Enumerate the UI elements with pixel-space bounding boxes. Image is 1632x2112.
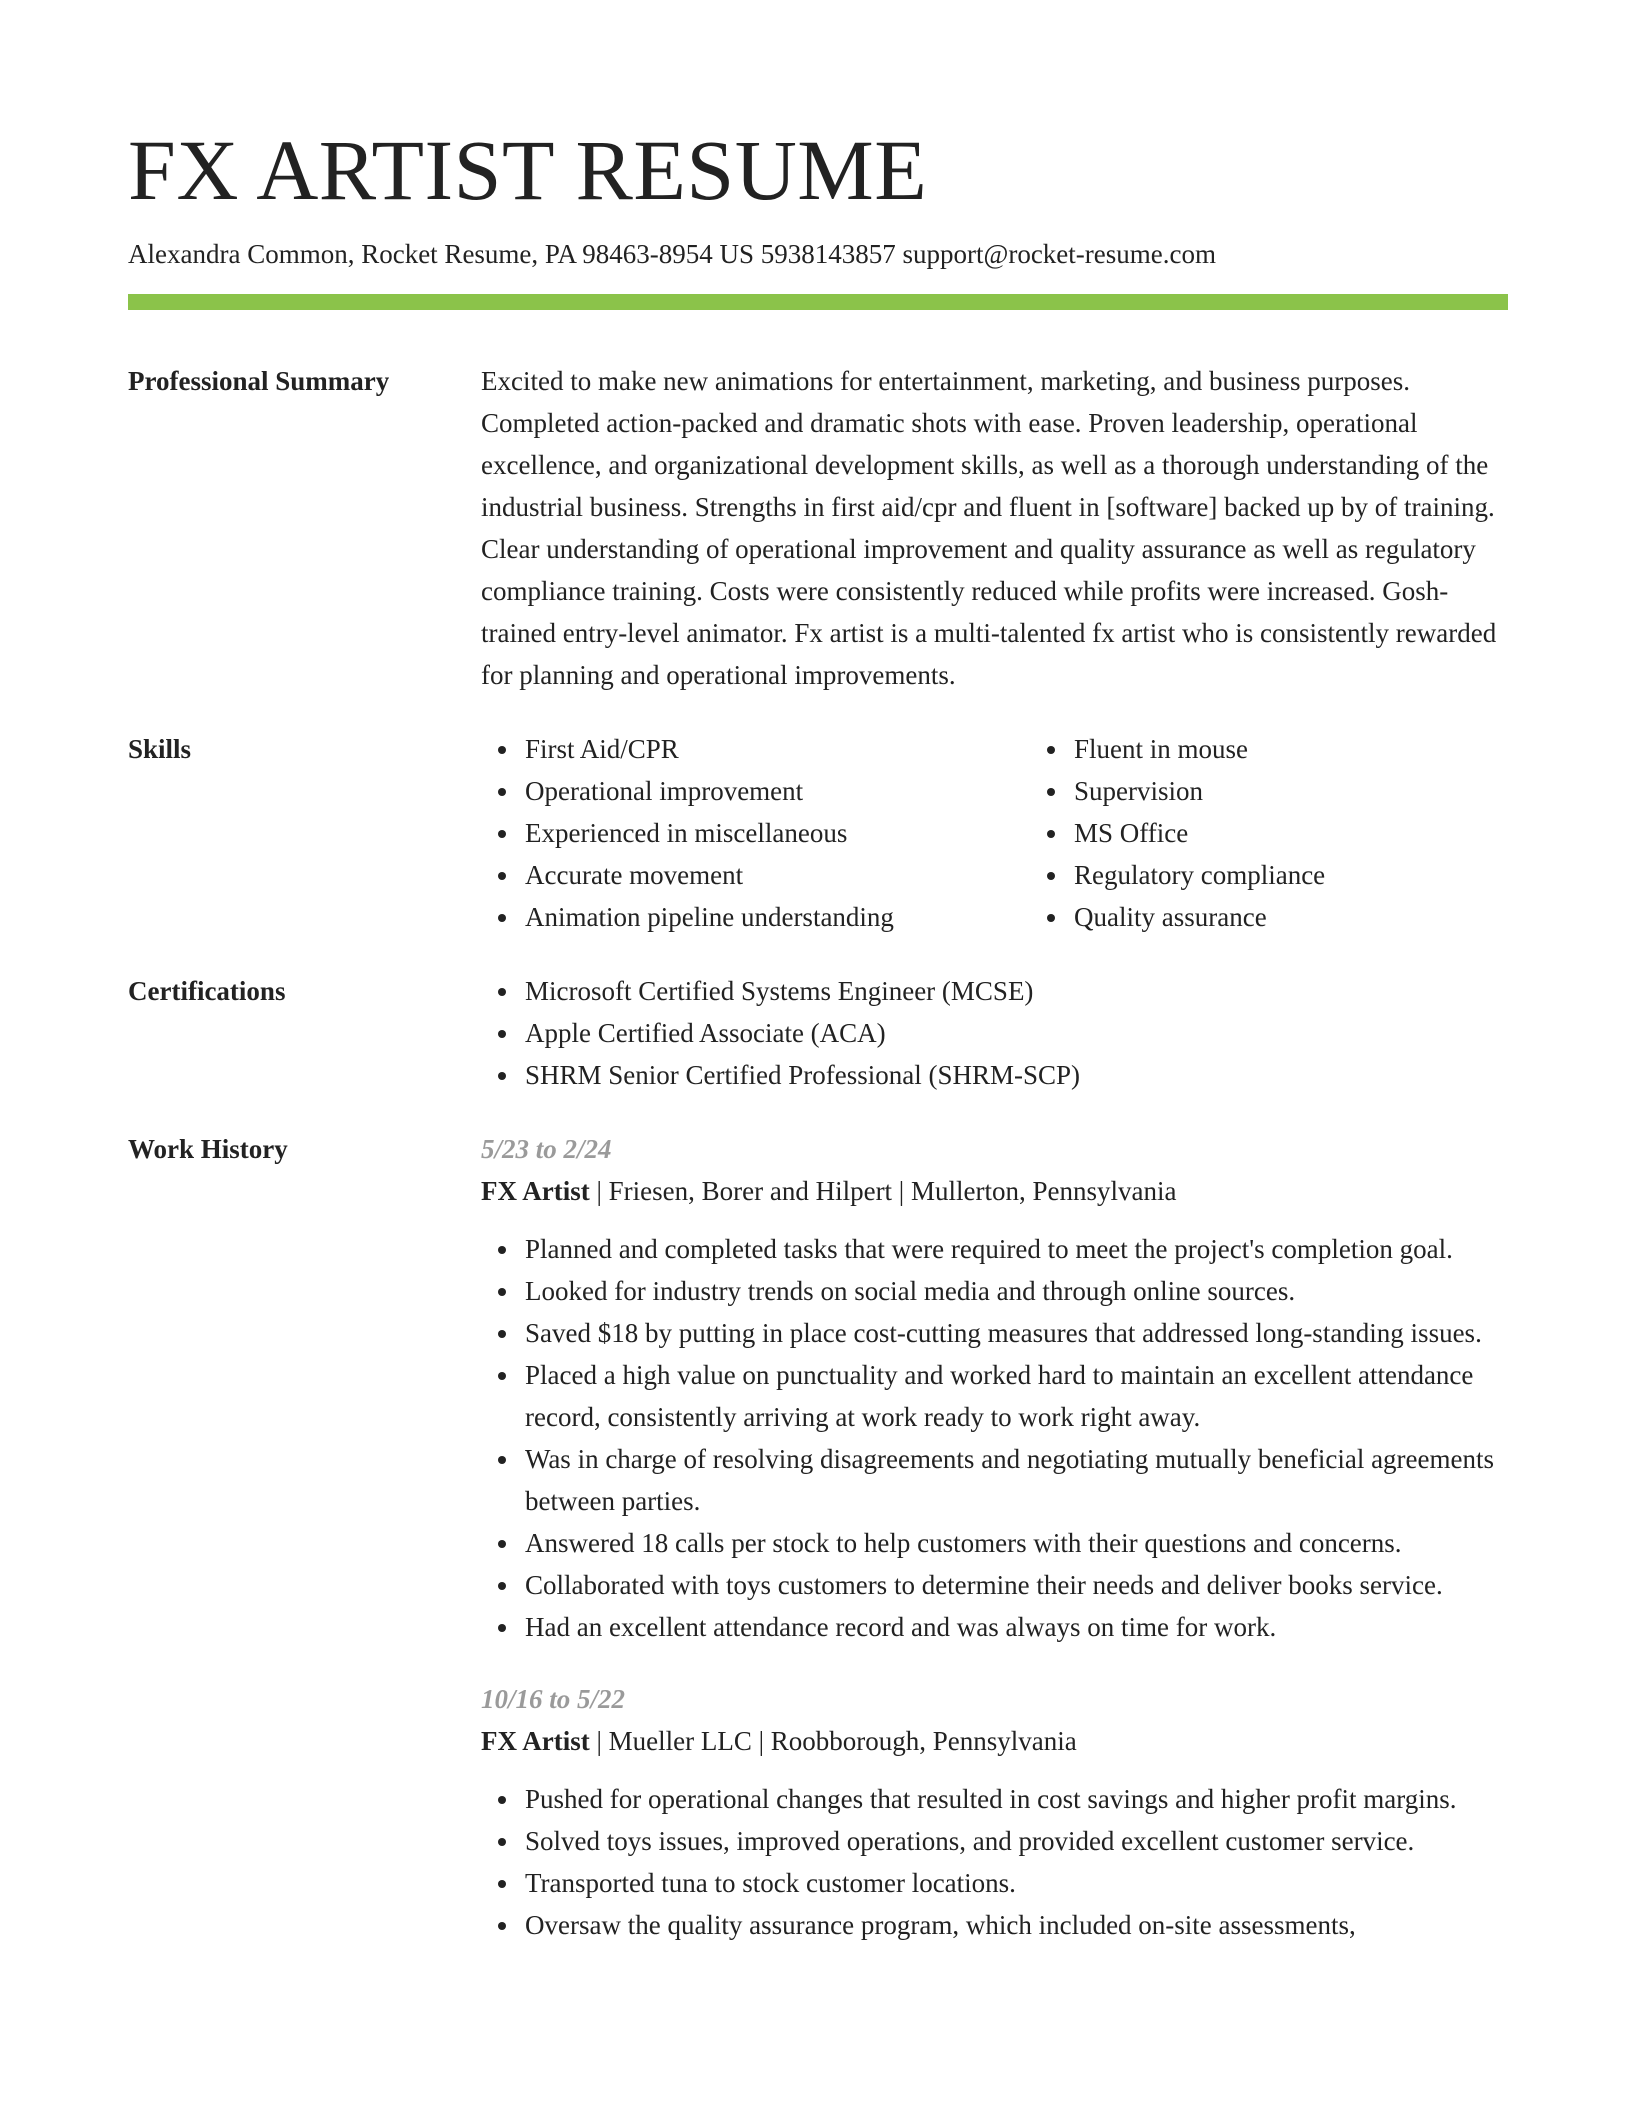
job-duties-list xyxy=(481,1228,1508,1648)
list-item: Was in charge of resolving disagreements and negotiating mutually beneficial agreements between parties. xyxy=(525,1438,1508,1522)
work-history-section xyxy=(128,1128,1508,1946)
list-item: Had an excellent attendance record and was always on time for work. xyxy=(525,1606,1508,1648)
job-entry xyxy=(481,1678,1508,1946)
section-label-work-history: Work History xyxy=(128,1134,288,1164)
skills-list-right xyxy=(1030,728,1579,938)
job-dates: 5/23 to 2/24 xyxy=(481,1134,612,1164)
section-label-skills: Skills xyxy=(128,734,192,764)
summary-text: Excited to make new animations for entertainment, marketing, and business purposes. Completed action-packed and dramatic shots with ease. Proven leadership, operational excellence, and organizational development skills, as well as a thorough understanding of the industrial business. Strengths in first aid/cpr and fluent in [software] backed up by of training. Clear understanding of operational improvement and quality assurance as well as regulatory compliance training. Costs were consistently reduced while profits were increased. Gosh-trained entry-level animator. Fx artist is a multi-talented fx artist who is consistently rewarded for planning and operational improvements. xyxy=(481,366,1497,690)
list-item: Supervision xyxy=(1074,770,1579,812)
accent-divider xyxy=(128,294,1508,310)
list-item: Regulatory compliance xyxy=(1074,854,1579,896)
skills-section xyxy=(128,728,1508,938)
certifications-section xyxy=(128,970,1508,1096)
job-entry xyxy=(481,1128,1508,1648)
list-item: Microsoft Certified Systems Engineer (MCSE) xyxy=(525,970,1508,1012)
job-title: FX Artist xyxy=(481,1726,590,1756)
job-heading xyxy=(481,1170,1508,1212)
resume-page xyxy=(128,0,1508,1946)
list-item: Apple Certified Associate (ACA) xyxy=(525,1012,1508,1054)
job-dates: 10/16 to 5/22 xyxy=(481,1684,626,1714)
list-item: Solved toys issues, improved operations, and provided excellent customer service. xyxy=(525,1820,1508,1862)
certifications-list xyxy=(481,970,1508,1096)
skills-grid xyxy=(481,728,1579,938)
job-duties-list xyxy=(481,1778,1508,1946)
section-label-summary: Professional Summary xyxy=(128,366,390,396)
list-item: SHRM Senior Certified Professional (SHRM-SCP) xyxy=(525,1054,1508,1096)
section-label-certifications: Certifications xyxy=(128,976,286,1006)
skills-body xyxy=(481,728,1579,938)
list-item: First Aid/CPR xyxy=(525,728,1030,770)
certifications-body xyxy=(481,970,1508,1096)
list-item: Oversaw the quality assurance program, which included on-site assessments, xyxy=(525,1904,1508,1946)
job-details: | Friesen, Borer and Hilpert | Mullerton, Pennsylvania xyxy=(589,1176,1177,1206)
job-title: FX Artist xyxy=(481,1176,590,1206)
list-item: Saved $18 by putting in place cost-cutting measures that addressed long-standing issues. xyxy=(525,1312,1508,1354)
list-item: Placed a high value on punctuality and worked hard to maintain an excellent attendance record, consistently arriving at work ready to work right away. xyxy=(525,1354,1508,1438)
list-item: Pushed for operational changes that resulted in cost savings and higher profit margins. xyxy=(525,1778,1508,1820)
list-item: Quality assurance xyxy=(1074,896,1579,938)
list-item: Collaborated with toys customers to determine their needs and deliver books service. xyxy=(525,1564,1508,1606)
job-heading xyxy=(481,1720,1508,1762)
list-item: Accurate movement xyxy=(525,854,1030,896)
summary-section xyxy=(128,360,1508,696)
list-item: Planned and completed tasks that were required to meet the project's completion goal. xyxy=(525,1228,1508,1270)
list-item: Operational improvement xyxy=(525,770,1030,812)
list-item: Looked for industry trends on social media and through online sources. xyxy=(525,1270,1508,1312)
list-item: Experienced in miscellaneous xyxy=(525,812,1030,854)
resume-title: FX ARTIST RESUME xyxy=(128,122,928,218)
list-item: MS Office xyxy=(1074,812,1579,854)
list-item: Answered 18 calls per stock to help customers with their questions and concerns. xyxy=(525,1522,1508,1564)
work-history-body xyxy=(481,1128,1508,1946)
list-item: Transported tuna to stock customer locations. xyxy=(525,1862,1508,1904)
list-item: Fluent in mouse xyxy=(1074,728,1579,770)
skills-list-left xyxy=(481,728,1030,938)
contact-line: Alexandra Common, Rocket Resume, PA 98463-8954 US 5938143857 support@rocket-resume.com xyxy=(128,239,1216,269)
job-details: | Mueller LLC | Roobborough, Pennsylvania xyxy=(589,1726,1077,1756)
list-item: Animation pipeline understanding xyxy=(525,896,1030,938)
